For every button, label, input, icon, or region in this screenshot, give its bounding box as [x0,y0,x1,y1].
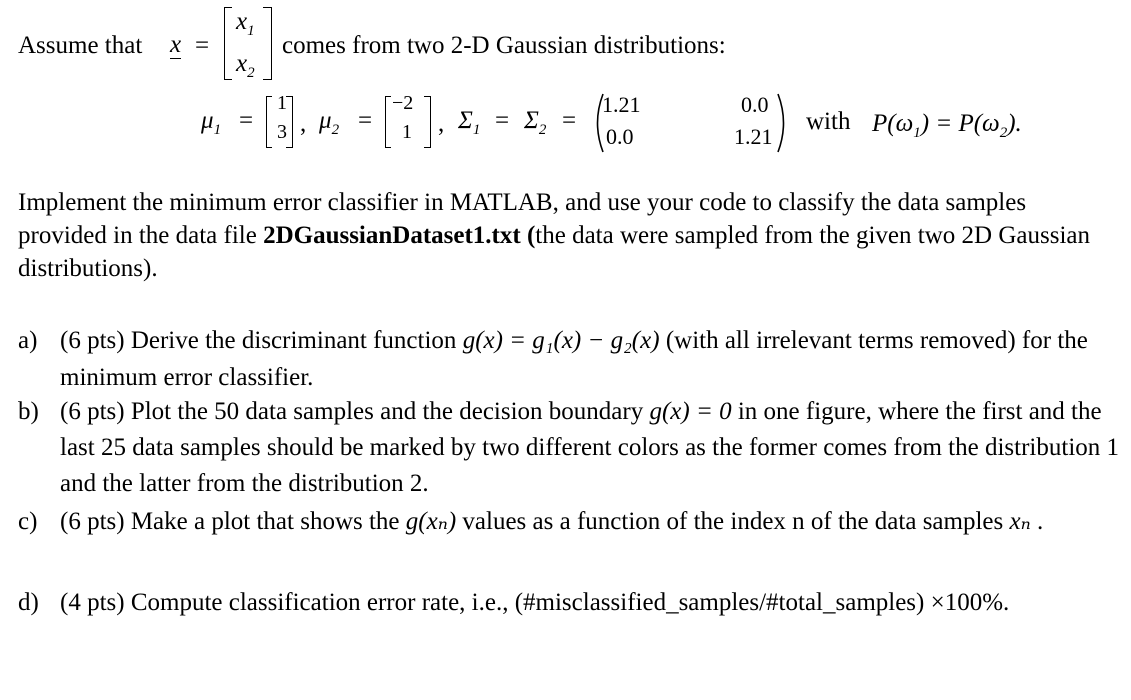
question-c: c) (6 pts) Make a plot that shows the g(xₙ) values as a function of the index n of the data samples xₙ . [18,500,1128,544]
question-c-label: c) [18,508,38,535]
x2-entry: $x_2$ [236,50,255,81]
mu2-bracket-lt [385,96,391,97]
comes-from-text: comes from two 2-D Gaussian distributions: [282,32,726,59]
xn-symbol: xₙ [1009,508,1031,535]
mu2-top: −2 [392,92,414,114]
mu1-bracket-left [266,96,267,148]
mu1-equals: = [239,107,254,134]
assume-text: Assume that [18,32,143,59]
x1-entry: $x_1$ [236,8,255,39]
prior-equality: $P(\omega_1) = P(\omega_2)$. [872,110,1022,141]
discriminant-expression: g(x) = g₁(x) − g₂(x) [462,327,660,354]
mu2-bracket-right [430,96,431,148]
sigma-21: 0.0 [606,124,634,149]
mu1-bracket-lt [266,96,272,97]
matrix-paren-right [775,92,791,154]
data-filename: 2DGaussianDataset1.txt ( [263,222,536,249]
sigma-equals-2: = [562,107,577,134]
mu1-bracket-rb [286,147,292,148]
mu2-equals: = [358,107,373,134]
equals-sign: = [195,32,210,59]
comma-1: , [300,110,307,137]
question-d-text: (4 pts) Compute classification error rate, i.e., (#misclassified_samples/#total_samples) ×100%. [60,589,1010,616]
x-vector-symbol: x [170,31,182,58]
mu2-bracket-left [385,96,386,148]
sigma-22: 1.21 [734,124,773,149]
mu1-bottom: 3 [277,121,287,143]
x-bracket-right-bottom [263,79,271,80]
question-b: b) (6 pts) Plot the 50 data samples and the decision boundary g(x) = 0 in one figure, where the first and the last 25 data samples should be marked by two different colors as the former comes from the distribution 1 and the latter from the distribution 2. [18,394,1128,502]
question-b-label: b) [18,398,39,425]
mu1-top: 1 [277,92,287,114]
question-d-label: d) [18,589,39,616]
mu2-label: $\mu_2$ [319,107,340,138]
mu1-bracket-right [292,96,293,148]
gxn-expression: g(xₙ) [405,508,457,535]
question-d [18,586,1128,619]
decision-boundary-expression: g(x) = 0 [649,398,732,425]
question-a-label: a) [18,327,38,354]
x-bracket-left-bottom [224,79,232,80]
x-bracket-right-top [263,7,271,8]
mu2-bracket-lb [385,147,391,148]
x-bracket-right [271,7,272,80]
instructions-paragraph: Implement the minimum error classifier in MATLAB, and use your code to classify the data samples provided in the data file 2DGaussianDataset1.txt (the data were sampled from the given two 2D Gaussian distributions). [18,189,1090,282]
sigma-equals-1: = [495,107,510,134]
x-bracket-left [224,7,225,80]
mu2-bracket-rt [424,96,430,97]
sigma1-label: $\Sigma_1$ [458,107,481,138]
sigma-12: 0.0 [741,92,769,117]
comma-2: , [438,110,445,137]
mu1-label: $\mu_1$ [201,107,222,138]
sigma-11: 1.21 [602,92,641,117]
x-bracket-left-top [224,7,232,8]
mu2-bracket-rb [424,147,430,148]
question-a: a) (6 pts) Derive the discriminant function g(x) = g₁(x) − g₂(x) (with all irrelevant terms removed) for the minimum error classifier. [18,322,1128,396]
with-text: with [806,108,851,135]
mu1-bracket-lb [266,147,272,148]
mu2-bottom: 1 [402,121,412,143]
sigma2-label: $\Sigma_2$ [524,107,547,138]
mu1-bracket-rt [286,96,292,97]
